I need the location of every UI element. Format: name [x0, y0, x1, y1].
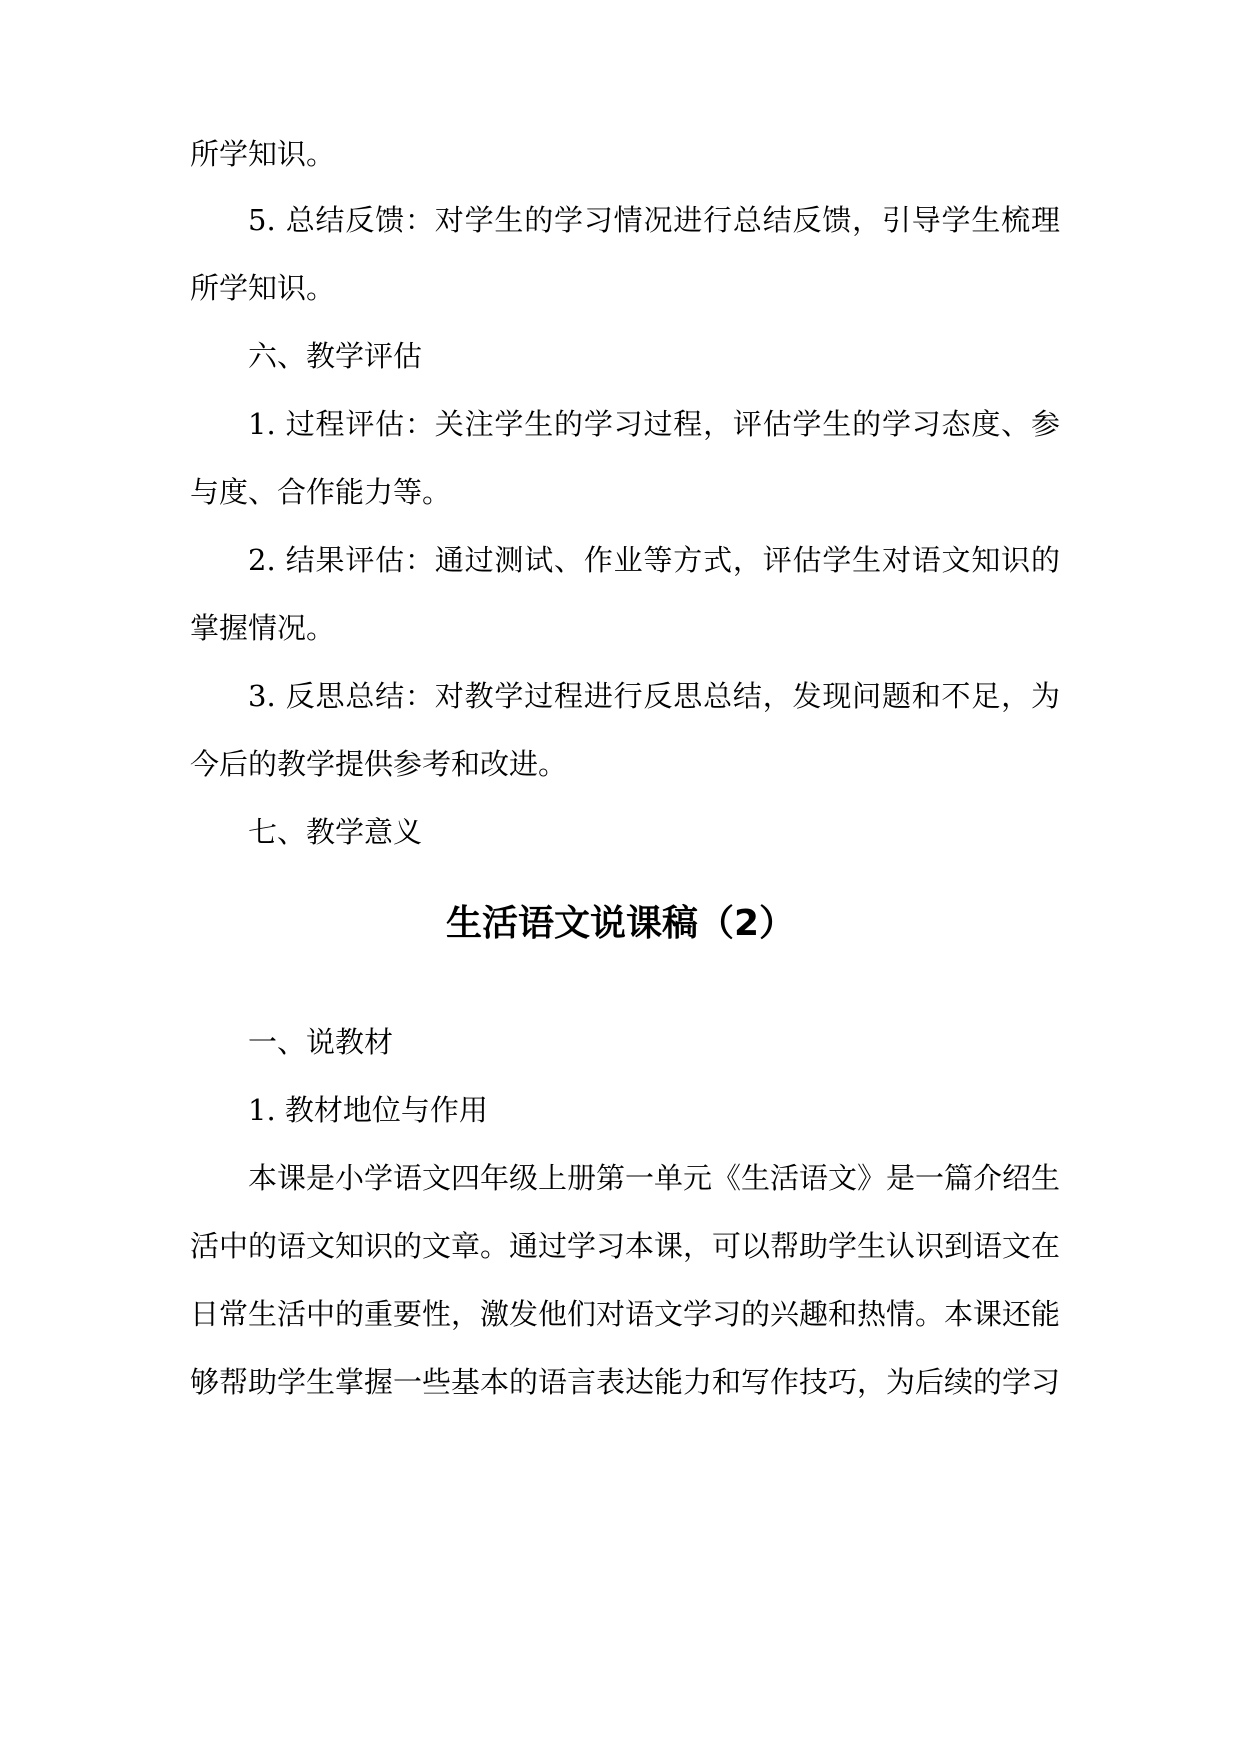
- paragraph-line: 1. 过程评估：关注学生的学习过程，评估学生的学习态度、参: [248, 407, 1060, 441]
- paragraph-line: 本课是小学语文四年级上册第一单元《生活语文》是一篇介绍生: [248, 1161, 1061, 1195]
- paragraph-line: 2. 结果评估：通过测试、作业等方式，评估学生对语文知识的: [248, 543, 1060, 577]
- paragraph-line: 与度、合作能力等。: [190, 475, 452, 509]
- paragraph-line: 3. 反思总结：对教学过程进行反思总结，发现问题和不足，为: [248, 679, 1060, 713]
- section-heading: 一、说教材: [248, 1025, 394, 1059]
- document-title: 生活语文说课稿（2）: [445, 903, 796, 944]
- subsection-heading: 1. 教材地位与作用: [248, 1093, 488, 1127]
- paragraph-line: 活中的语文知识的文章。通过学习本课，可以帮助学生认识到语文在: [190, 1229, 1061, 1263]
- paragraph-line: 掌握情况。: [190, 611, 336, 645]
- paragraph-line: 日常生活中的重要性，激发他们对语文学习的兴趣和热情。本课还能: [190, 1297, 1061, 1331]
- paragraph-line: 够帮助学生掌握一些基本的语言表达能力和写作技巧，为后续的学习: [190, 1365, 1061, 1399]
- paragraph-line: 所学知识。: [190, 137, 336, 171]
- section-heading: 七、教学意义: [248, 815, 423, 849]
- paragraph-line: 所学知识。: [190, 271, 336, 305]
- paragraph-line: 今后的教学提供参考和改进。: [190, 747, 568, 781]
- paragraph-line: 5. 总结反馈：对学生的学习情况进行总结反馈，引导学生梳理: [248, 203, 1060, 237]
- section-heading: 六、教学评估: [248, 339, 423, 373]
